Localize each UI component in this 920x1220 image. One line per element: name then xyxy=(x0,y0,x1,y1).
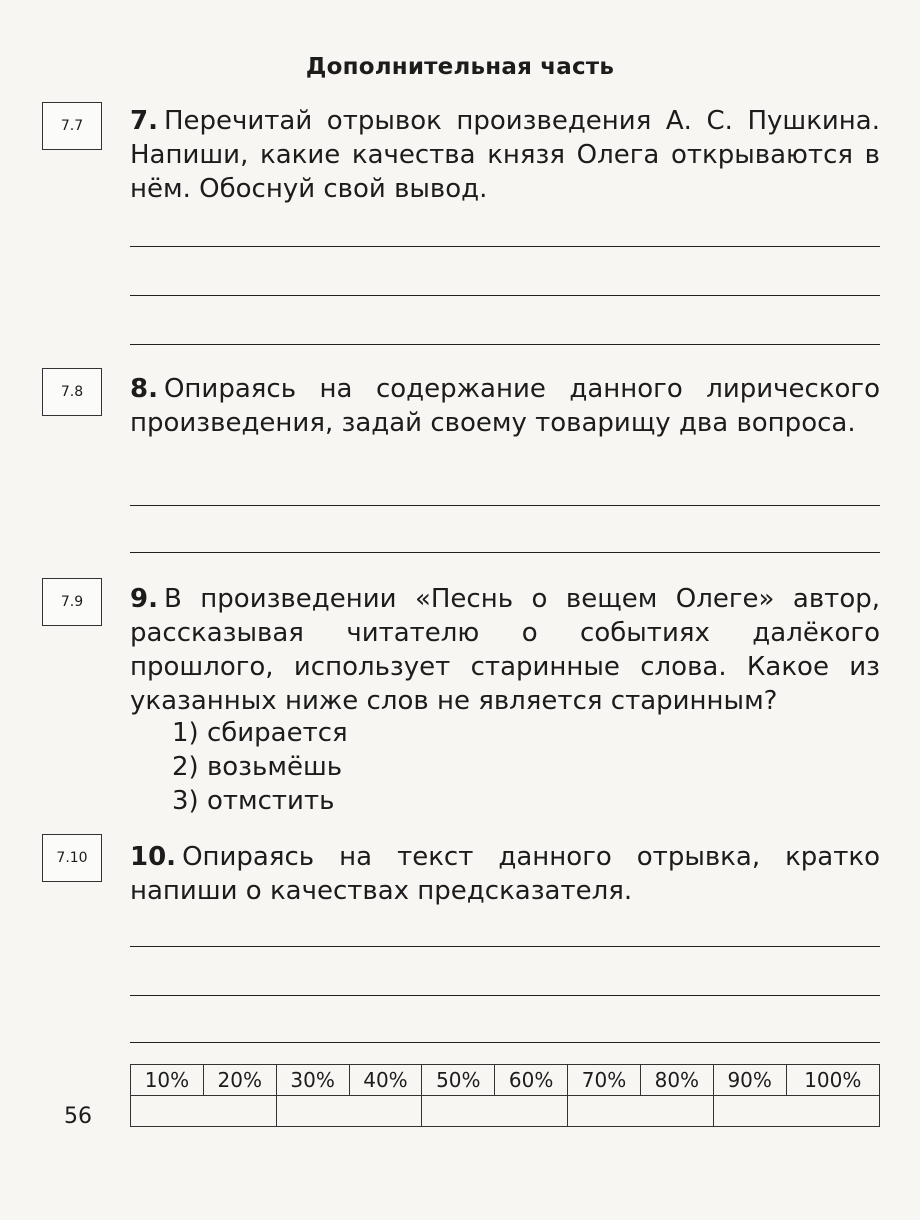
answer-line[interactable] xyxy=(130,552,880,553)
task-number: 8. xyxy=(130,374,158,404)
score-mark-cell[interactable] xyxy=(131,1096,277,1127)
task-text: Опираясь на содержание данного лирического произведения, задай своему товарищу два вопроса. xyxy=(130,374,880,438)
score-header-cell: 100% xyxy=(786,1065,879,1096)
score-mark-cell[interactable] xyxy=(713,1096,879,1127)
task-10 xyxy=(130,840,880,908)
score-header-cell: 50% xyxy=(422,1065,495,1096)
task-code-7-10: 7.10 xyxy=(42,834,102,882)
answer-option-2[interactable]: 2) возьмёшь xyxy=(172,752,343,782)
score-header-cell: 20% xyxy=(203,1065,276,1096)
score-header-cell: 70% xyxy=(568,1065,641,1096)
answer-line[interactable] xyxy=(130,946,880,947)
answer-line[interactable] xyxy=(130,246,880,247)
task-code-7-9: 7.9 xyxy=(42,578,102,626)
score-header-cell: 60% xyxy=(495,1065,568,1096)
page-number: 56 xyxy=(64,1104,92,1129)
answer-line[interactable] xyxy=(130,344,880,345)
answer-line[interactable] xyxy=(130,1042,880,1043)
task-code-7-7: 7.7 xyxy=(42,102,102,150)
task-9 xyxy=(130,582,880,718)
score-table-header-row xyxy=(131,1065,880,1096)
answer-options xyxy=(172,716,348,818)
answer-option-1[interactable]: 1) сбирается xyxy=(172,718,348,748)
answer-line[interactable] xyxy=(130,295,880,296)
answer-line[interactable] xyxy=(130,995,880,996)
task-text: Перечитай отрывок произведения А. С. Пушкина. Напиши, какие качества князя Олега открываются в нём. Обоснуй свой вывод. xyxy=(130,106,880,204)
score-table xyxy=(130,1064,880,1127)
answer-line[interactable] xyxy=(130,505,880,506)
task-text: Опираясь на текст данного отрывка, кратко напиши о качествах предсказателя. xyxy=(130,842,880,906)
score-header-cell: 30% xyxy=(276,1065,349,1096)
score-mark-cell[interactable] xyxy=(568,1096,714,1127)
score-table-mark-row xyxy=(131,1096,880,1127)
score-mark-cell[interactable] xyxy=(276,1096,422,1127)
score-header-cell: 90% xyxy=(713,1065,786,1096)
task-number: 10. xyxy=(130,842,177,872)
task-7 xyxy=(130,104,880,206)
task-number: 7. xyxy=(130,106,158,136)
task-code-7-8: 7.8 xyxy=(42,368,102,416)
task-number: 9. xyxy=(130,584,158,614)
task-8 xyxy=(130,372,880,440)
task-text: В произведении «Песнь о вещем Олеге» автор, рассказывая читателю о событиях далёкого прошлого, использует старинные слова. Какое из указанных ниже слов не является старинным? xyxy=(130,584,880,716)
score-header-cell: 80% xyxy=(640,1065,713,1096)
score-header-cell: 40% xyxy=(349,1065,422,1096)
section-heading: Дополнительная часть xyxy=(305,54,615,80)
score-header-cell: 10% xyxy=(131,1065,204,1096)
answer-option-3[interactable]: 3) отмстить xyxy=(172,786,335,816)
score-mark-cell[interactable] xyxy=(422,1096,568,1127)
